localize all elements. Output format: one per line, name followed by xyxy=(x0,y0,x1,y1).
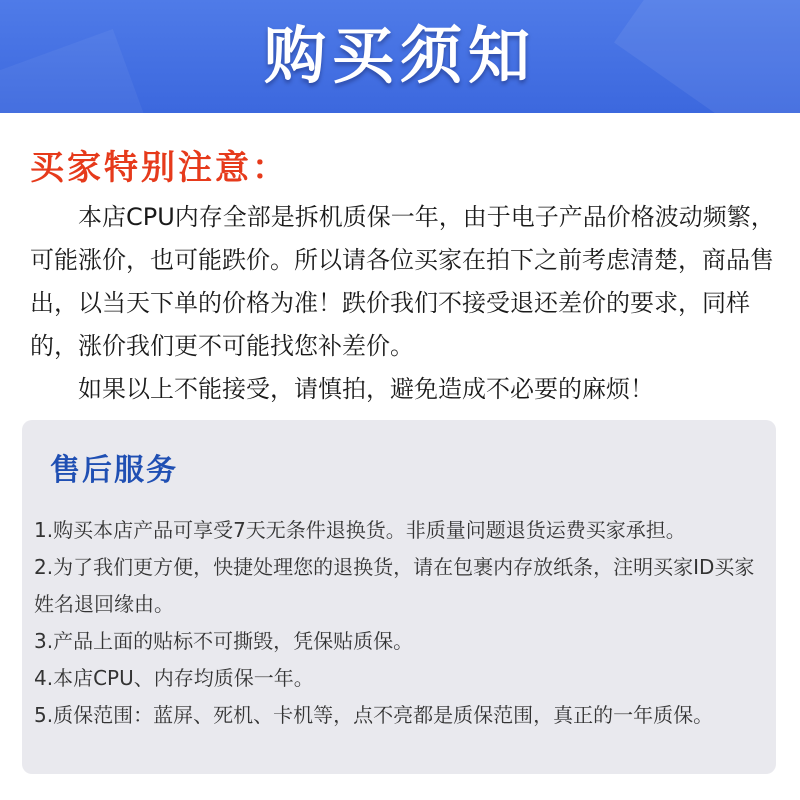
list-item: 1.购买本店产品可享受7天无条件退换货。非质量问题退货运费买家承担。 xyxy=(34,518,686,542)
list-item: 4.本店CPU、内存均质保一年。 xyxy=(34,666,314,690)
notice-paragraph: 本店CPU内存全部是拆机质保一年，由于电子产品价格波动频繁，可能涨价，也可能跌价。所以请各位买家在拍下之前考虑清楚，商品售出，以当天下单的价格为准！跌价我们不接受退还差价的要求，同样的，涨价我们更不可能找您补差价。 xyxy=(30,203,775,360)
after-sales-heading: 售后服务 xyxy=(50,453,178,488)
after-sales-panel xyxy=(22,420,776,774)
page-title: 购买须知 xyxy=(263,19,536,92)
list-item: 2.为了我们更方便，快捷处理您的退换货，请在包裹内存放纸条，注明买家ID买家姓名退回缘由。 xyxy=(34,555,755,616)
list-item: 5.质保范围：蓝屏、死机、卡机等，点不亮都是质保范围，真正的一年质保。 xyxy=(34,703,714,727)
notice-body xyxy=(30,196,775,411)
list-item: 3.产品上面的贴标不可撕毁，凭保贴质保。 xyxy=(34,629,414,653)
header-banner xyxy=(0,0,800,113)
after-sales-list xyxy=(34,512,768,734)
notice-paragraph: 如果以上不能接受，请慎拍，避免造成不必要的麻烦！ xyxy=(78,375,654,403)
notice-heading: 买家特别注意： xyxy=(30,148,289,188)
